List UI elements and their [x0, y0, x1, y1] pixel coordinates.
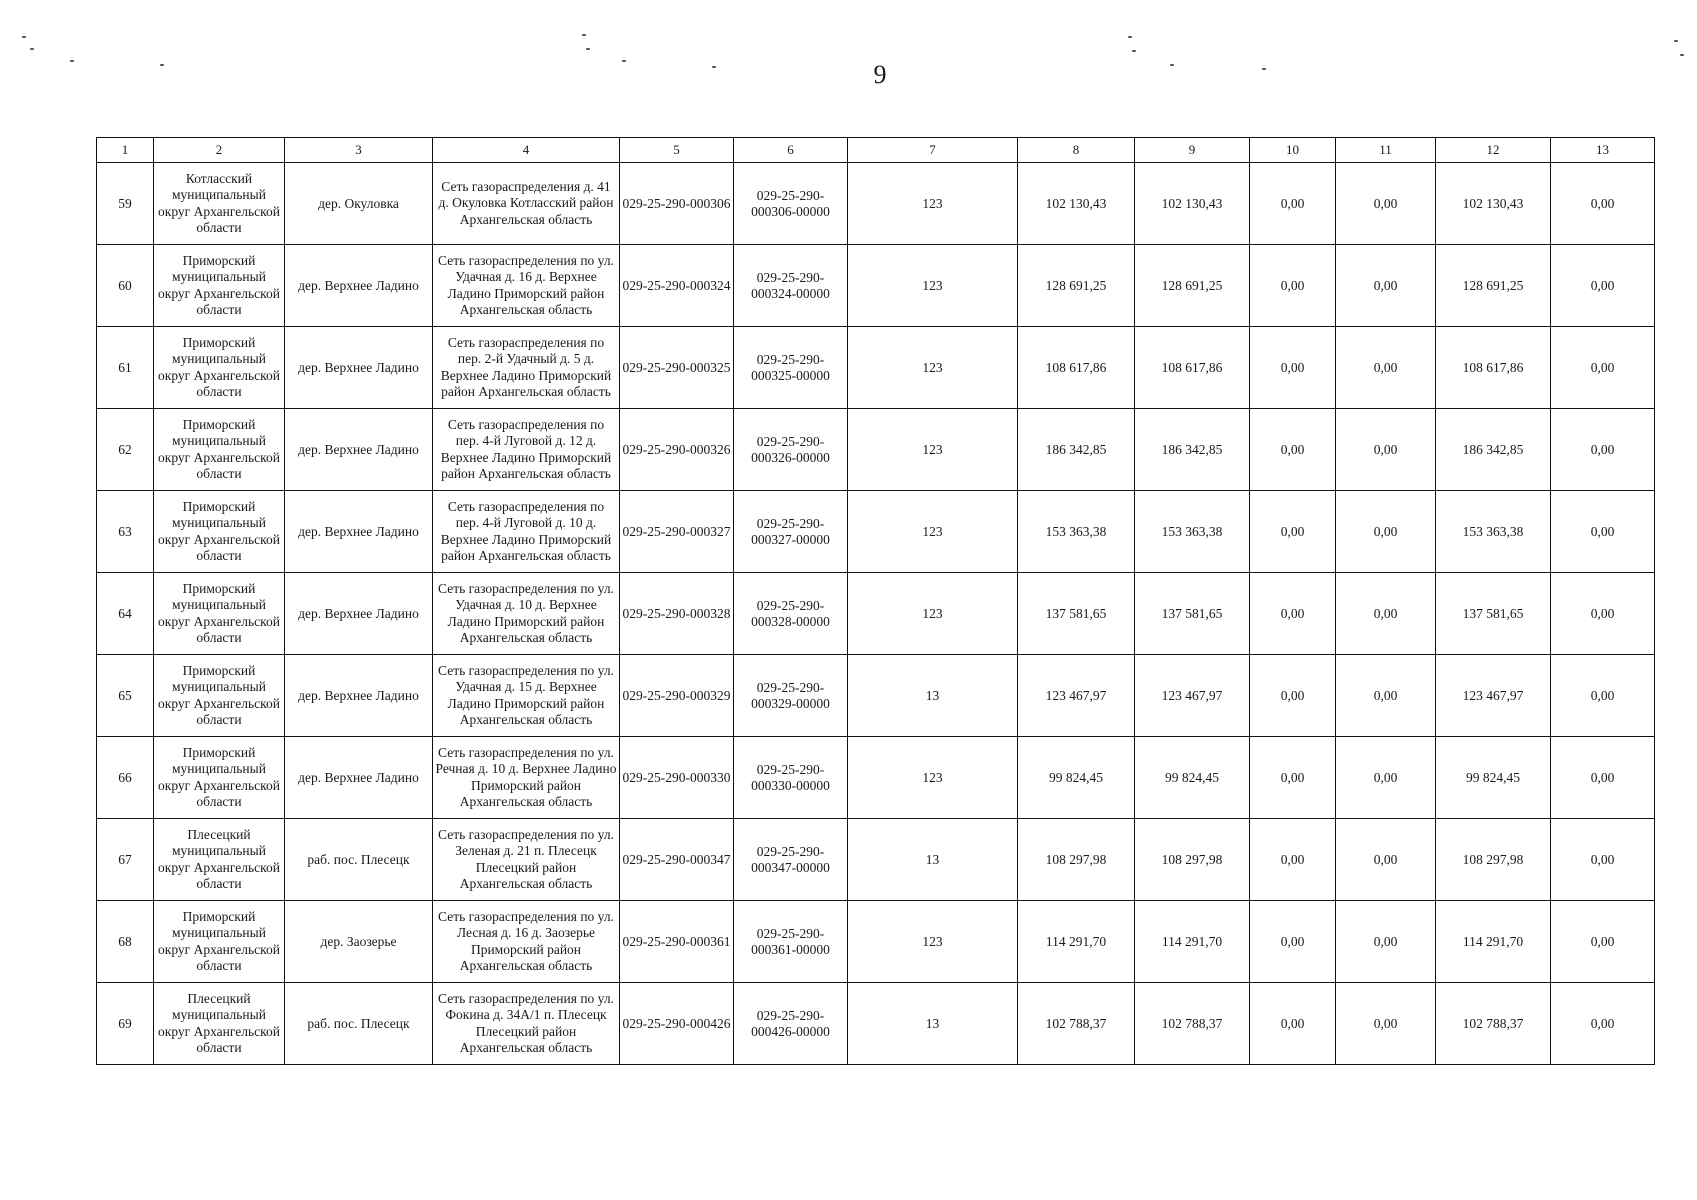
district-cell: Приморский муниципальный округ Архангельской области: [154, 573, 285, 655]
column-8-cell: 153 363,38: [1018, 491, 1135, 573]
column-7-cell: 123: [848, 901, 1018, 983]
column-header-8: 8: [1018, 138, 1135, 163]
column-9-cell: 128 691,25: [1135, 245, 1250, 327]
register-table: [96, 137, 1655, 1065]
settlement-cell: дер. Окуловка: [285, 163, 433, 245]
object-name-cell: Сеть газораспределения по ул. Лесная д. 16 д. Заозерье Приморский район Архангельская область: [433, 901, 620, 983]
column-7-cell: 13: [848, 819, 1018, 901]
column-7-cell: 13: [848, 983, 1018, 1065]
page-number: 9: [873, 60, 887, 89]
column-13-cell: 0,00: [1551, 983, 1655, 1065]
object-code-cell: 029-25-290-000328: [620, 573, 734, 655]
row-number-cell: 65: [97, 655, 154, 737]
table-row: [97, 327, 1655, 409]
object-code-cell: 029-25-290-000426: [620, 983, 734, 1065]
row-number-cell: 62: [97, 409, 154, 491]
district-cell: Приморский муниципальный округ Архангельской области: [154, 491, 285, 573]
table-row: [97, 245, 1655, 327]
column-9-cell: 108 297,98: [1135, 819, 1250, 901]
column-12-cell: 108 617,86: [1436, 327, 1551, 409]
table-row: [97, 655, 1655, 737]
column-10-cell: 0,00: [1250, 983, 1336, 1065]
column-9-cell: 102 788,37: [1135, 983, 1250, 1065]
settlement-cell: дер. Верхнее Ладино: [285, 737, 433, 819]
column-11-cell: 0,00: [1336, 737, 1436, 819]
column-8-cell: 128 691,25: [1018, 245, 1135, 327]
column-12-cell: 99 824,45: [1436, 737, 1551, 819]
object-name-cell: Сеть газораспределения по пер. 4-й Луговой д. 12 д. Верхнее Ладино Приморский район Архангельская область: [433, 409, 620, 491]
column-11-cell: 0,00: [1336, 409, 1436, 491]
table-row: [97, 819, 1655, 901]
column-header-3: 3: [285, 138, 433, 163]
column-11-cell: 0,00: [1336, 819, 1436, 901]
column-10-cell: 0,00: [1250, 245, 1336, 327]
scan-speck: [22, 36, 26, 38]
column-9-cell: 153 363,38: [1135, 491, 1250, 573]
inventory-number-cell: 029-25-290-000306-00000: [734, 163, 848, 245]
column-11-cell: 0,00: [1336, 491, 1436, 573]
column-11-cell: 0,00: [1336, 983, 1436, 1065]
object-code-cell: 029-25-290-000330: [620, 737, 734, 819]
column-12-cell: 102 130,43: [1436, 163, 1551, 245]
column-13-cell: 0,00: [1551, 409, 1655, 491]
column-header-10: 10: [1250, 138, 1336, 163]
row-number-cell: 60: [97, 245, 154, 327]
column-7-cell: 123: [848, 409, 1018, 491]
column-header-6: 6: [734, 138, 848, 163]
row-number-cell: 63: [97, 491, 154, 573]
column-12-cell: 186 342,85: [1436, 409, 1551, 491]
column-header-12: 12: [1436, 138, 1551, 163]
column-10-cell: 0,00: [1250, 573, 1336, 655]
row-number-cell: 61: [97, 327, 154, 409]
column-9-cell: 102 130,43: [1135, 163, 1250, 245]
scan-speck: [70, 60, 74, 62]
district-cell: Приморский муниципальный округ Архангельской области: [154, 737, 285, 819]
scan-speck: [1262, 68, 1266, 70]
column-8-cell: 102 788,37: [1018, 983, 1135, 1065]
table-body: [97, 163, 1655, 1065]
column-header-13: 13: [1551, 138, 1655, 163]
column-10-cell: 0,00: [1250, 901, 1336, 983]
scan-speck: [586, 48, 590, 50]
column-12-cell: 128 691,25: [1436, 245, 1551, 327]
district-cell: Плесецкий муниципальный округ Архангельской области: [154, 819, 285, 901]
column-13-cell: 0,00: [1551, 163, 1655, 245]
settlement-cell: дер. Верхнее Ладино: [285, 573, 433, 655]
column-10-cell: 0,00: [1250, 163, 1336, 245]
object-name-cell: Сеть газораспределения по ул. Удачная д. 15 д. Верхнее Ладино Приморский район Архангельская область: [433, 655, 620, 737]
column-13-cell: 0,00: [1551, 573, 1655, 655]
object-code-cell: 029-25-290-000325: [620, 327, 734, 409]
district-cell: Приморский муниципальный округ Архангельской области: [154, 655, 285, 737]
inventory-number-cell: 029-25-290-000325-00000: [734, 327, 848, 409]
column-12-cell: 102 788,37: [1436, 983, 1551, 1065]
object-name-cell: Сеть газораспределения по ул. Фокина д. 34А/1 п. Плесецк Плесецкий район Архангельская область: [433, 983, 620, 1065]
row-number-cell: 69: [97, 983, 154, 1065]
column-9-cell: 108 617,86: [1135, 327, 1250, 409]
object-name-cell: Сеть газораспределения по пер. 2-й Удачный д. 5 д. Верхнее Ладино Приморский район Архангельская область: [433, 327, 620, 409]
column-8-cell: 108 297,98: [1018, 819, 1135, 901]
settlement-cell: дер. Верхнее Ладино: [285, 327, 433, 409]
district-cell: Котласский муниципальный округ Архангельской области: [154, 163, 285, 245]
scan-speck: [1680, 54, 1684, 56]
settlement-cell: дер. Верхнее Ладино: [285, 491, 433, 573]
column-10-cell: 0,00: [1250, 655, 1336, 737]
settlement-cell: дер. Верхнее Ладино: [285, 409, 433, 491]
row-number-cell: 67: [97, 819, 154, 901]
table-row: [97, 983, 1655, 1065]
scan-speck: [1132, 50, 1136, 52]
object-code-cell: 029-25-290-000361: [620, 901, 734, 983]
settlement-cell: дер. Верхнее Ладино: [285, 245, 433, 327]
column-7-cell: 123: [848, 327, 1018, 409]
scan-speck: [582, 34, 586, 36]
column-header-9: 9: [1135, 138, 1250, 163]
column-header-2: 2: [154, 138, 285, 163]
settlement-cell: дер. Заозерье: [285, 901, 433, 983]
district-cell: Приморский муниципальный округ Архангельской области: [154, 245, 285, 327]
column-8-cell: 137 581,65: [1018, 573, 1135, 655]
column-7-cell: 123: [848, 245, 1018, 327]
object-name-cell: Сеть газораспределения д. 41 д. Окуловка Котласский район Архангельская область: [433, 163, 620, 245]
header-row: [97, 138, 1655, 163]
column-11-cell: 0,00: [1336, 327, 1436, 409]
column-header-5: 5: [620, 138, 734, 163]
object-code-cell: 029-25-290-000329: [620, 655, 734, 737]
table-row: [97, 573, 1655, 655]
column-9-cell: 114 291,70: [1135, 901, 1250, 983]
inventory-number-cell: 029-25-290-000324-00000: [734, 245, 848, 327]
scan-speck: [160, 64, 164, 66]
district-cell: Приморский муниципальный округ Архангельской области: [154, 901, 285, 983]
column-9-cell: 99 824,45: [1135, 737, 1250, 819]
district-cell: Плесецкий муниципальный округ Архангельской области: [154, 983, 285, 1065]
column-8-cell: 114 291,70: [1018, 901, 1135, 983]
column-12-cell: 123 467,97: [1436, 655, 1551, 737]
column-9-cell: 123 467,97: [1135, 655, 1250, 737]
column-13-cell: 0,00: [1551, 737, 1655, 819]
column-8-cell: 186 342,85: [1018, 409, 1135, 491]
column-13-cell: 0,00: [1551, 819, 1655, 901]
column-11-cell: 0,00: [1336, 655, 1436, 737]
table-row: [97, 409, 1655, 491]
column-header-4: 4: [433, 138, 620, 163]
column-7-cell: 123: [848, 163, 1018, 245]
column-11-cell: 0,00: [1336, 901, 1436, 983]
table-row: [97, 901, 1655, 983]
column-13-cell: 0,00: [1551, 245, 1655, 327]
column-8-cell: 102 130,43: [1018, 163, 1135, 245]
column-11-cell: 0,00: [1336, 245, 1436, 327]
row-number-cell: 59: [97, 163, 154, 245]
column-9-cell: 186 342,85: [1135, 409, 1250, 491]
column-header-7: 7: [848, 138, 1018, 163]
object-name-cell: Сеть газораспределения по ул. Речная д. 10 д. Верхнее Ладино Приморский район Архангельская область: [433, 737, 620, 819]
settlement-cell: раб. пос. Плесецк: [285, 983, 433, 1065]
scan-speck: [1128, 36, 1132, 38]
column-7-cell: 123: [848, 737, 1018, 819]
table-row: [97, 737, 1655, 819]
column-10-cell: 0,00: [1250, 409, 1336, 491]
column-7-cell: 123: [848, 573, 1018, 655]
row-number-cell: 64: [97, 573, 154, 655]
column-10-cell: 0,00: [1250, 491, 1336, 573]
column-12-cell: 114 291,70: [1436, 901, 1551, 983]
inventory-number-cell: 029-25-290-000426-00000: [734, 983, 848, 1065]
inventory-number-cell: 029-25-290-000347-00000: [734, 819, 848, 901]
object-name-cell: Сеть газораспределения по ул. Зеленая д. 21 п. Плесецк Плесецкий район Архангельская область: [433, 819, 620, 901]
district-cell: Приморский муниципальный округ Архангельской области: [154, 327, 285, 409]
column-12-cell: 153 363,38: [1436, 491, 1551, 573]
column-10-cell: 0,00: [1250, 819, 1336, 901]
settlement-cell: дер. Верхнее Ладино: [285, 655, 433, 737]
object-code-cell: 029-25-290-000326: [620, 409, 734, 491]
scan-speck: [712, 66, 716, 68]
column-7-cell: 13: [848, 655, 1018, 737]
column-8-cell: 99 824,45: [1018, 737, 1135, 819]
column-11-cell: 0,00: [1336, 573, 1436, 655]
object-code-cell: 029-25-290-000306: [620, 163, 734, 245]
object-code-cell: 029-25-290-000324: [620, 245, 734, 327]
column-10-cell: 0,00: [1250, 737, 1336, 819]
column-13-cell: 0,00: [1551, 901, 1655, 983]
column-11-cell: 0,00: [1336, 163, 1436, 245]
inventory-number-cell: 029-25-290-000326-00000: [734, 409, 848, 491]
column-header-1: 1: [97, 138, 154, 163]
column-9-cell: 137 581,65: [1135, 573, 1250, 655]
row-number-cell: 68: [97, 901, 154, 983]
inventory-number-cell: 029-25-290-000329-00000: [734, 655, 848, 737]
scan-speck: [30, 48, 34, 50]
settlement-cell: раб. пос. Плесецк: [285, 819, 433, 901]
object-name-cell: Сеть газораспределения по ул. Удачная д. 16 д. Верхнее Ладино Приморский район Архангельская область: [433, 245, 620, 327]
scan-speck: [622, 60, 626, 62]
column-7-cell: 123: [848, 491, 1018, 573]
column-13-cell: 0,00: [1551, 491, 1655, 573]
inventory-number-cell: 029-25-290-000327-00000: [734, 491, 848, 573]
scan-speck: [1674, 40, 1678, 42]
column-13-cell: 0,00: [1551, 655, 1655, 737]
column-10-cell: 0,00: [1250, 327, 1336, 409]
column-12-cell: 108 297,98: [1436, 819, 1551, 901]
object-name-cell: Сеть газораспределения по ул. Удачная д. 10 д. Верхнее Ладино Приморский район Архангельская область: [433, 573, 620, 655]
object-name-cell: Сеть газораспределения по пер. 4-й Луговой д. 10 д. Верхнее Ладино Приморский район Архангельская область: [433, 491, 620, 573]
inventory-number-cell: 029-25-290-000330-00000: [734, 737, 848, 819]
table-row: [97, 163, 1655, 245]
scan-speck: [1170, 64, 1174, 66]
column-header-11: 11: [1336, 138, 1436, 163]
inventory-number-cell: 029-25-290-000361-00000: [734, 901, 848, 983]
district-cell: Приморский муниципальный округ Архангельской области: [154, 409, 285, 491]
inventory-number-cell: 029-25-290-000328-00000: [734, 573, 848, 655]
column-8-cell: 108 617,86: [1018, 327, 1135, 409]
row-number-cell: 66: [97, 737, 154, 819]
table-row: [97, 491, 1655, 573]
column-13-cell: 0,00: [1551, 327, 1655, 409]
object-code-cell: 029-25-290-000347: [620, 819, 734, 901]
column-8-cell: 123 467,97: [1018, 655, 1135, 737]
object-code-cell: 029-25-290-000327: [620, 491, 734, 573]
column-12-cell: 137 581,65: [1436, 573, 1551, 655]
